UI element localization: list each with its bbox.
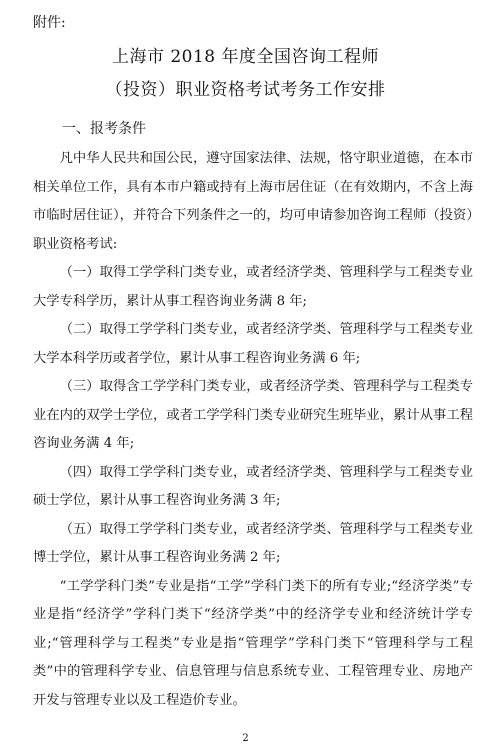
document-body <box>33 145 473 715</box>
condition-paragraph-5: （五）取得工学学科门类专业，或者经济学类、管理科学与工程类专业博士学位，累计从事工程咨询业务满 2 年; <box>33 521 473 565</box>
document-title-line-2: （投资）职业资格考试考务工作安排 <box>105 80 386 100</box>
condition-paragraph-1: （一）取得工学学科门类专业，或者经济学类、管理科学与工程类专业大学专科学历，累计从事工程咨询业务满 8 年; <box>33 265 473 309</box>
document-title-line-1: 上海市 2018 年度全国咨询工程师 <box>111 47 380 67</box>
condition-paragraph-3: （三）取得含工学学科门类专业，或者经济学类、管理科学与工程类专业在内的双学士学位，或者工学学科门类专业研究生班毕业，累计从事工程咨询业务满 4 年; <box>33 379 473 451</box>
page-number: 2 <box>242 733 249 744</box>
section-heading: 一、报考条件 <box>62 121 146 137</box>
attachment-label: 附件: <box>33 15 66 31</box>
condition-paragraph-4: （四）取得工学学科门类专业，或者经济学类、管理科学与工程类专业硕士学位，累计从事工程咨询业务满 3 年; <box>33 464 473 508</box>
intro-paragraph: 凡中华人民共和国公民，遵守国家法律、法规，恪守职业道德，在本市相关单位工作，具有本市户籍或持有上海市居住证（在有效期内，不含上海市临时居住证），并符合下列条件之一的，均可申请参加咨询工程师（投资）职业资格考试: <box>33 151 473 252</box>
definition-paragraph: “工学学科门类”专业是指“工学”学科门类下的所有专业;“经济学类”专业是指“经济学”学科门类下“经济学类”中的经济学专业和经济统计学专业;“管理科学与工程类”专业是指“管理学”学科门类下“管理科学与工程类”中的管理科学专业、信息管理与信息系统专业、工程管理专业、房地产开发与管理专业以及工程造价专业。 <box>33 578 473 708</box>
condition-paragraph-2: （二）取得工学学科门类专业，或者经济学类、管理科学与工程类专业大学本科学历或者学位，累计从事工程咨询业务满 6 年; <box>33 322 473 366</box>
